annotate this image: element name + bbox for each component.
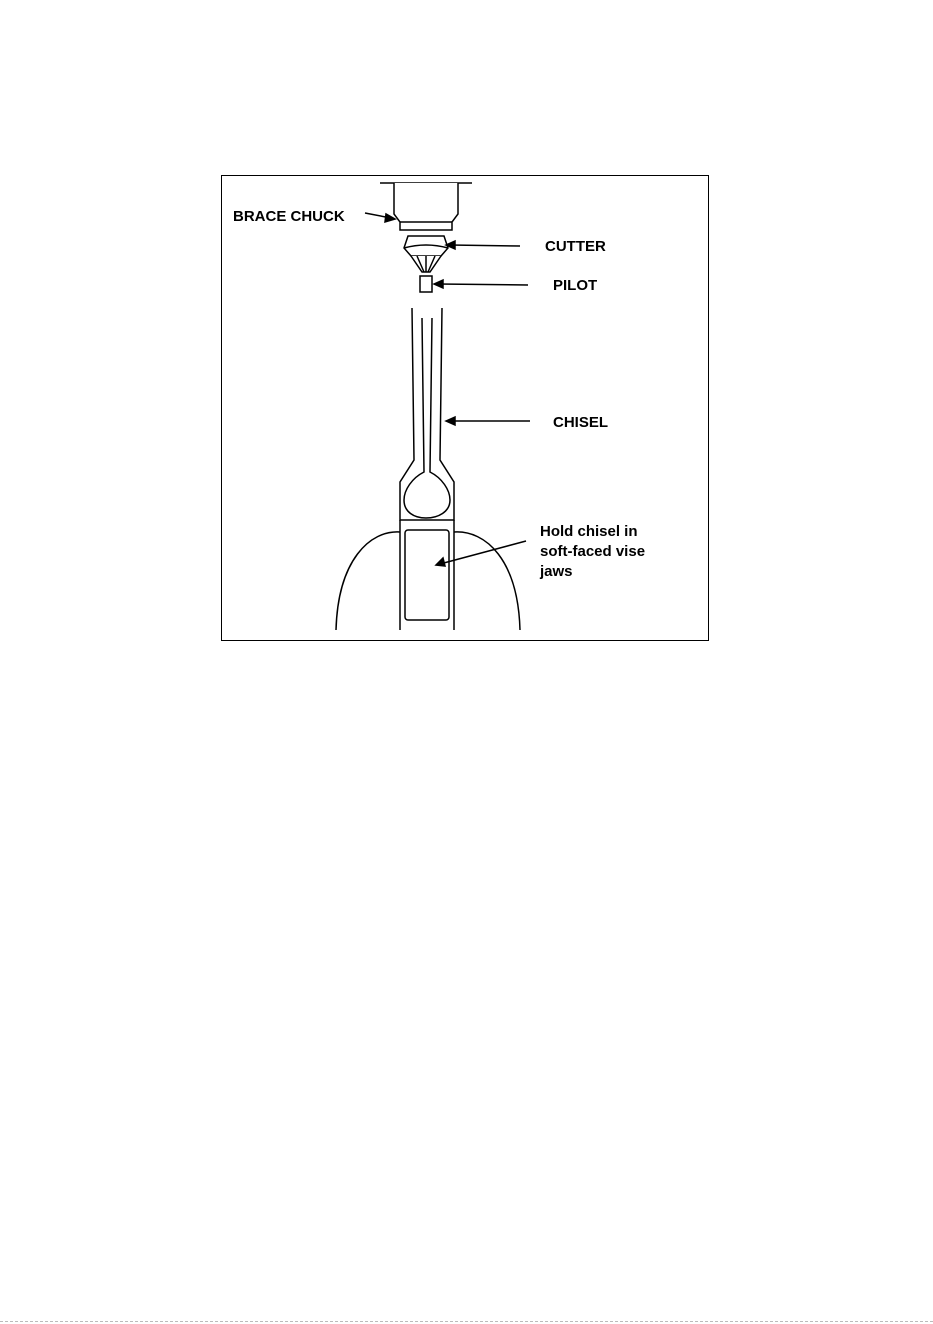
- vise-note-line-3: jaws: [540, 563, 573, 580]
- pilot: [420, 276, 432, 292]
- vise-note-line-1: Hold chisel in: [540, 523, 638, 540]
- vise-note-line-2: soft-faced vise: [540, 543, 646, 560]
- chisel-blade: [400, 520, 454, 630]
- vise-jaws: [336, 532, 520, 630]
- pilot-label: PILOT: [553, 277, 598, 294]
- chisel: [400, 308, 454, 520]
- arrows: [365, 213, 530, 566]
- brace-chuck-label: BRACE CHUCK: [233, 208, 345, 225]
- cutter: [404, 236, 448, 272]
- chisel-label: CHISEL: [553, 414, 609, 431]
- brace-chuck: [380, 183, 472, 230]
- cutter-label: CUTTER: [545, 238, 606, 255]
- page-bottom-rule: [0, 1321, 933, 1322]
